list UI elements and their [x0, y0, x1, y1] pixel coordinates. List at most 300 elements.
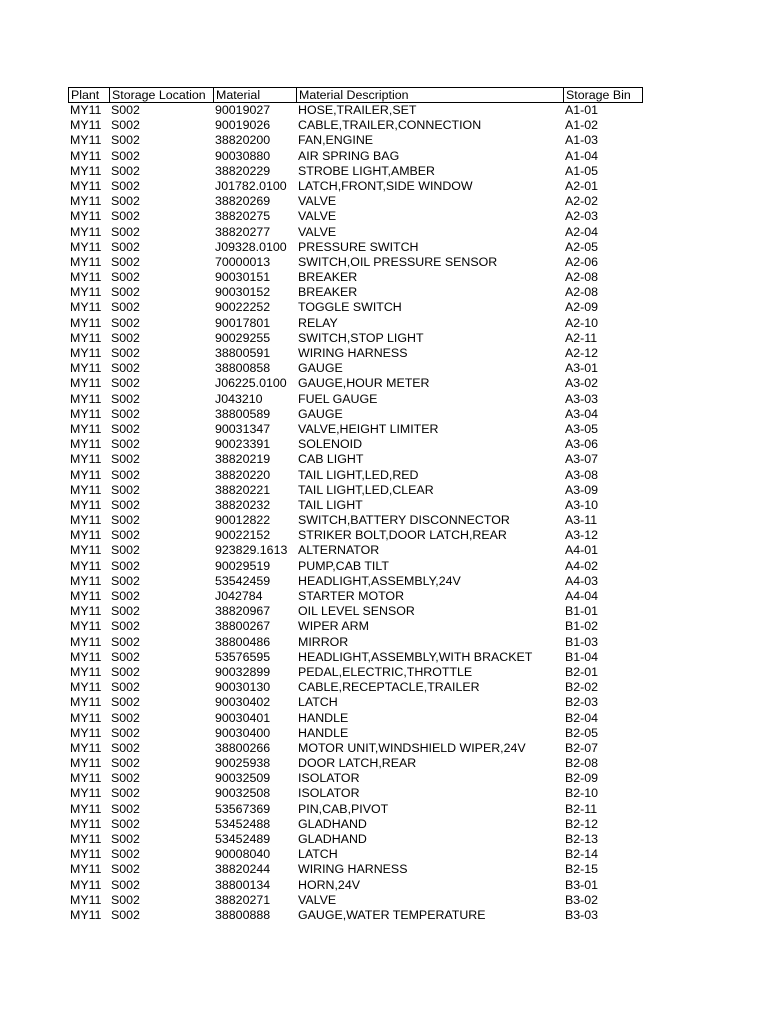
material-description-cell: BREAKER	[298, 285, 358, 300]
material-description-cell: GAUGE,HOUR METER	[298, 376, 430, 391]
material-cell: 38820200	[215, 133, 271, 148]
material-description-cell: GLADHAND	[298, 832, 367, 846]
storage-bin-cell: B2-07	[565, 740, 599, 755]
material-description-cell: BREAKER	[298, 270, 358, 285]
material-cell: 90012822	[215, 513, 271, 528]
table-row	[68, 513, 643, 528]
table-row	[68, 711, 643, 726]
table-row	[68, 240, 643, 255]
material-description-cell: OIL LEVEL SENSOR	[298, 604, 415, 619]
plant-cell: MY11	[70, 862, 102, 877]
material-description-cell: ALTERNATOR	[298, 543, 380, 558]
material-cell: 90023391	[215, 437, 271, 452]
table-row	[68, 695, 643, 710]
material-cell: J09328.0100	[215, 239, 287, 254]
plant-cell: MY11	[70, 604, 102, 619]
storage-bin-cell: A1-03	[565, 133, 599, 148]
table-row	[68, 285, 643, 300]
material-description-cell: GAUGE	[298, 361, 343, 376]
storage-location-cell: S002	[111, 133, 140, 148]
table-row	[68, 346, 643, 361]
storage-location-cell: S002	[111, 224, 140, 239]
material-description-cell: PRESSURE SWITCH	[298, 239, 419, 254]
plant-cell: MY11	[70, 756, 102, 771]
storage-bin-cell: B2-14	[565, 847, 599, 862]
storage-bin-cell: A3-01	[565, 361, 599, 376]
storage-location-cell: S002	[111, 118, 140, 133]
storage-location-cell: S002	[111, 573, 140, 588]
table-row	[68, 665, 643, 680]
plant-cell: MY11	[70, 649, 102, 664]
material-cell: 90025938	[215, 756, 271, 771]
material-cell: 90030130	[215, 680, 271, 695]
storage-bin-cell: B2-01	[565, 664, 599, 679]
storage-location-cell: S002	[111, 315, 140, 330]
material-cell: 38820221	[215, 482, 271, 497]
header-storage-location: Storage Location	[109, 87, 213, 103]
material-description-cell: WIRING HARNESS	[298, 346, 408, 360]
material-description-cell: HOSE,TRAILER,SET	[298, 103, 417, 117]
storage-location-cell: S002	[111, 907, 140, 922]
material-cell: 90019026	[215, 118, 271, 133]
storage-bin-cell: B2-05	[565, 725, 599, 740]
plant-cell: MY11	[70, 270, 102, 285]
table-row	[68, 300, 643, 315]
table-row	[68, 817, 643, 832]
storage-location-cell: S002	[111, 740, 140, 755]
plant-cell: MY11	[70, 467, 102, 482]
table-row	[68, 407, 643, 422]
material-description-cell: SWITCH,BATTERY DISCONNECTOR	[298, 513, 510, 528]
storage-bin-cell: A2-09	[565, 300, 599, 315]
table-row	[68, 361, 643, 376]
storage-bin-cell: B2-09	[565, 771, 599, 786]
storage-location-cell: S002	[111, 376, 140, 391]
storage-bin-cell: A3-10	[565, 497, 599, 512]
material-cell: 38800591	[215, 346, 271, 360]
plant-cell: MY11	[70, 558, 102, 573]
table-row	[68, 741, 643, 756]
table-row	[68, 543, 643, 558]
storage-location-cell: S002	[111, 194, 140, 209]
table-row	[68, 847, 643, 862]
storage-location-cell: S002	[111, 892, 140, 907]
storage-bin-cell: B1-04	[565, 649, 599, 664]
table-row	[68, 680, 643, 695]
material-cell: 38800267	[215, 619, 271, 634]
material-cell: 90030401	[215, 710, 271, 725]
storage-location-cell: S002	[111, 178, 140, 193]
material-cell: 90030402	[215, 695, 271, 710]
plant-cell: MY11	[70, 118, 102, 133]
material-description-cell: WIRING HARNESS	[298, 862, 408, 877]
material-cell: 38820220	[215, 467, 271, 482]
plant-cell: MY11	[70, 771, 102, 786]
material-cell: 90032899	[215, 664, 271, 679]
plant-cell: MY11	[70, 543, 102, 558]
plant-cell: MY11	[70, 376, 102, 391]
table-body	[68, 103, 643, 923]
material-cell: 90030400	[215, 725, 271, 740]
plant-cell: MY11	[70, 816, 102, 831]
material-cell: 38800486	[215, 634, 271, 649]
storage-bin-cell: A1-05	[565, 163, 599, 178]
material-cell: 38820229	[215, 163, 271, 178]
plant-cell: MY11	[70, 315, 102, 330]
material-description-cell: VALVE	[298, 194, 337, 209]
material-cell: 53452489	[215, 832, 271, 846]
plant-cell: MY11	[70, 801, 102, 816]
material-cell: 38820219	[215, 452, 271, 467]
material-cell: 38820244	[215, 862, 271, 877]
plant-cell: MY11	[70, 148, 102, 163]
table-row	[68, 619, 643, 634]
storage-location-cell: S002	[111, 801, 140, 816]
table-row	[68, 376, 643, 391]
material-cell: 38820271	[215, 892, 271, 907]
material-description-cell: GLADHAND	[298, 816, 367, 831]
table-row	[68, 133, 643, 148]
storage-location-cell: S002	[111, 786, 140, 801]
table-row	[68, 589, 643, 604]
table-row	[68, 635, 643, 650]
storage-bin-cell: B2-12	[565, 816, 599, 831]
material-cell: 38800134	[215, 877, 271, 892]
table-row	[68, 452, 643, 467]
material-cell: 90029255	[215, 330, 271, 345]
storage-bin-cell: A2-08	[565, 270, 599, 285]
material-description-cell: GAUGE	[298, 406, 343, 421]
plant-cell: MY11	[70, 695, 102, 710]
table-row	[68, 331, 643, 346]
storage-location-cell: S002	[111, 209, 140, 224]
storage-location-cell: S002	[111, 710, 140, 725]
storage-bin-cell: A2-05	[565, 239, 599, 254]
material-cell: 38820967	[215, 604, 271, 619]
storage-bin-cell: A3-07	[565, 452, 599, 467]
table-row	[68, 878, 643, 893]
material-description-cell: LATCH	[298, 695, 338, 710]
plant-cell: MY11	[70, 239, 102, 254]
storage-location-cell: S002	[111, 482, 140, 497]
table-row	[68, 574, 643, 589]
material-cell: 38820232	[215, 497, 271, 512]
plant-cell: MY11	[70, 892, 102, 907]
storage-location-cell: S002	[111, 254, 140, 269]
plant-cell: MY11	[70, 194, 102, 209]
storage-bin-cell: B1-03	[565, 634, 599, 649]
storage-location-cell: S002	[111, 528, 140, 543]
material-description-cell: VALVE,HEIGHT LIMITER	[298, 421, 439, 436]
material-cell: 38800858	[215, 361, 271, 376]
material-cell: 53576595	[215, 649, 271, 664]
material-description-cell: PEDAL,ELECTRIC,THROTTLE	[298, 664, 473, 679]
header-material: Material	[213, 87, 296, 103]
material-description-cell: RELAY	[298, 315, 338, 330]
table-row	[68, 650, 643, 665]
table-row	[68, 164, 643, 179]
material-description-cell: LATCH	[298, 847, 338, 862]
plant-cell: MY11	[70, 406, 102, 421]
storage-location-cell: S002	[111, 300, 140, 315]
material-cell: 90030880	[215, 148, 271, 163]
material-cell: J043210	[215, 391, 263, 406]
storage-bin-cell: A2-06	[565, 254, 599, 269]
table-row	[68, 802, 643, 817]
storage-location-cell: S002	[111, 270, 140, 285]
material-description-cell: CABLE,TRAILER,CONNECTION	[298, 118, 482, 133]
storage-location-cell: S002	[111, 847, 140, 862]
material-description-cell: MIRROR	[298, 634, 349, 649]
plant-cell: MY11	[70, 725, 102, 740]
material-description-cell: HORN,24V	[298, 877, 360, 892]
material-description-cell: PUMP,CAB TILT	[298, 558, 389, 573]
plant-cell: MY11	[70, 513, 102, 528]
plant-cell: MY11	[70, 421, 102, 436]
material-description-cell: PIN,CAB,PIVOT	[298, 801, 389, 816]
spreadsheet-table	[68, 87, 643, 923]
material-cell: 90030151	[215, 270, 271, 285]
plant-cell: MY11	[70, 361, 102, 376]
storage-location-cell: S002	[111, 649, 140, 664]
storage-bin-cell: A2-04	[565, 224, 599, 239]
table-row	[68, 528, 643, 543]
material-description-cell: CAB LIGHT	[298, 452, 364, 467]
material-cell: 90019027	[215, 103, 271, 117]
material-cell: 53542459	[215, 573, 271, 588]
material-description-cell: FAN,ENGINE	[298, 133, 374, 148]
storage-location-cell: S002	[111, 391, 140, 406]
material-cell: 38820275	[215, 209, 271, 224]
table-row	[68, 149, 643, 164]
plant-cell: MY11	[70, 589, 102, 603]
plant-cell: MY11	[70, 664, 102, 679]
material-description-cell: VALVE	[298, 209, 337, 224]
storage-bin-cell: A2-11	[565, 330, 598, 345]
table-row	[68, 893, 643, 908]
storage-location-cell: S002	[111, 816, 140, 831]
material-cell: 90017801	[215, 315, 271, 330]
table-row	[68, 422, 643, 437]
storage-location-cell: S002	[111, 771, 140, 786]
table-row	[68, 726, 643, 741]
table-row	[68, 498, 643, 513]
storage-location-cell: S002	[111, 452, 140, 467]
storage-bin-cell: B1-02	[565, 619, 599, 634]
material-description-cell: STRIKER BOLT,DOOR LATCH,REAR	[298, 528, 507, 543]
storage-location-cell: S002	[111, 361, 140, 376]
material-description-cell: SWITCH,OIL PRESSURE SENSOR	[298, 254, 498, 269]
plant-cell: MY11	[70, 710, 102, 725]
storage-bin-cell: A3-05	[565, 421, 599, 436]
plant-cell: MY11	[70, 573, 102, 588]
storage-location-cell: S002	[111, 558, 140, 573]
storage-bin-cell: A3-11	[565, 513, 598, 528]
storage-bin-cell: A3-09	[565, 482, 599, 497]
material-cell: 90008040	[215, 847, 271, 862]
material-description-cell: STARTER MOTOR	[298, 589, 405, 603]
table-row	[68, 483, 643, 498]
storage-bin-cell: A4-03	[565, 573, 599, 588]
plant-cell: MY11	[70, 619, 102, 634]
material-cell: 923829.1613	[215, 543, 288, 558]
storage-location-cell: S002	[111, 239, 140, 254]
material-cell: 90022252	[215, 300, 271, 315]
plant-cell: MY11	[70, 907, 102, 922]
storage-bin-cell: B3-03	[565, 907, 599, 922]
storage-bin-cell: B2-04	[565, 710, 599, 725]
material-description-cell: HEADLIGHT,ASSEMBLY,WITH BRACKET	[298, 649, 533, 664]
storage-bin-cell: A3-02	[565, 376, 599, 391]
material-description-cell: FUEL GAUGE	[298, 391, 378, 406]
plant-cell: MY11	[70, 285, 102, 300]
header-material-description: Material Description	[296, 87, 563, 103]
plant-cell: MY11	[70, 103, 102, 117]
storage-location-cell: S002	[111, 543, 140, 558]
storage-location-cell: S002	[111, 589, 140, 603]
storage-location-cell: S002	[111, 862, 140, 877]
storage-bin-cell: B2-10	[565, 786, 599, 801]
table-row	[68, 862, 643, 877]
material-description-cell: ISOLATOR	[298, 771, 360, 786]
storage-location-cell: S002	[111, 619, 140, 634]
storage-location-cell: S002	[111, 163, 140, 178]
storage-location-cell: S002	[111, 467, 140, 482]
storage-bin-cell: B2-15	[565, 862, 599, 877]
plant-cell: MY11	[70, 528, 102, 543]
plant-cell: MY11	[70, 740, 102, 755]
table-row	[68, 786, 643, 801]
material-description-cell: HEADLIGHT,ASSEMBLY,24V	[298, 573, 461, 588]
material-description-cell: TAIL LIGHT	[298, 497, 363, 512]
storage-bin-cell: B2-02	[565, 680, 599, 695]
material-description-cell: ISOLATOR	[298, 786, 360, 801]
storage-bin-cell: A2-12	[565, 346, 599, 360]
storage-bin-cell: A2-03	[565, 209, 599, 224]
storage-bin-cell: A4-02	[565, 558, 599, 573]
material-description-cell: HANDLE	[298, 710, 349, 725]
storage-bin-cell: A1-04	[565, 148, 599, 163]
material-description-cell: AIR SPRING BAG	[298, 148, 400, 163]
storage-location-cell: S002	[111, 285, 140, 300]
storage-location-cell: S002	[111, 604, 140, 619]
plant-cell: MY11	[70, 178, 102, 193]
storage-location-cell: S002	[111, 346, 140, 360]
material-cell: 90022152	[215, 528, 271, 543]
material-description-cell: VALVE	[298, 892, 337, 907]
storage-bin-cell: A4-04	[565, 589, 599, 603]
plant-cell: MY11	[70, 482, 102, 497]
storage-bin-cell: A2-02	[565, 194, 599, 209]
table-row	[68, 771, 643, 786]
material-cell: J042784	[215, 589, 263, 603]
material-description-cell: SOLENOID	[298, 437, 363, 452]
table-row	[68, 179, 643, 194]
storage-bin-cell: A4-01	[565, 543, 599, 558]
material-cell: 53567369	[215, 801, 271, 816]
material-description-cell: TAIL LIGHT,LED,CLEAR	[298, 482, 434, 497]
table-row	[68, 270, 643, 285]
storage-location-cell: S002	[111, 406, 140, 421]
storage-bin-cell: A3-03	[565, 391, 599, 406]
storage-bin-cell: A1-01	[565, 103, 599, 117]
storage-bin-cell: A2-10	[565, 315, 599, 330]
header-storage-bin: Storage Bin	[563, 87, 643, 103]
plant-cell: MY11	[70, 163, 102, 178]
table-row	[68, 468, 643, 483]
material-cell: 70000013	[215, 254, 271, 269]
plant-cell: MY11	[70, 209, 102, 224]
storage-bin-cell: A2-08	[565, 285, 599, 300]
material-description-cell: GAUGE,WATER TEMPERATURE	[298, 907, 486, 922]
material-cell: 38800589	[215, 406, 271, 421]
storage-location-cell: S002	[111, 330, 140, 345]
table-row	[68, 316, 643, 331]
storage-bin-cell: A1-02	[565, 118, 599, 133]
table-row	[68, 255, 643, 270]
header-plant: Plant	[68, 87, 109, 103]
plant-cell: MY11	[70, 452, 102, 467]
material-description-cell: MOTOR UNIT,WINDSHIELD WIPER,24V	[298, 740, 526, 755]
plant-cell: MY11	[70, 254, 102, 269]
material-cell: 90030152	[215, 285, 271, 300]
storage-bin-cell: B2-08	[565, 756, 599, 771]
plant-cell: MY11	[70, 133, 102, 148]
material-cell: 90031347	[215, 421, 271, 436]
material-cell: 90032509	[215, 771, 271, 786]
plant-cell: MY11	[70, 847, 102, 862]
material-cell: 38800266	[215, 740, 271, 755]
storage-location-cell: S002	[111, 877, 140, 892]
table-row	[68, 908, 643, 923]
storage-bin-cell: A3-06	[565, 437, 599, 452]
storage-location-cell: S002	[111, 725, 140, 740]
storage-location-cell: S002	[111, 421, 140, 436]
material-description-cell: TAIL LIGHT,LED,RED	[298, 467, 419, 482]
table-row	[68, 118, 643, 133]
plant-cell: MY11	[70, 877, 102, 892]
plant-cell: MY11	[70, 391, 102, 406]
storage-bin-cell: B2-03	[565, 695, 599, 710]
material-description-cell: HANDLE	[298, 725, 349, 740]
plant-cell: MY11	[70, 497, 102, 512]
material-description-cell: STROBE LIGHT,AMBER	[298, 163, 436, 178]
storage-bin-cell: B1-01	[565, 604, 599, 619]
storage-location-cell: S002	[111, 832, 140, 846]
material-cell: 38820277	[215, 224, 271, 239]
table-row	[68, 832, 643, 847]
storage-bin-cell: A3-08	[565, 467, 599, 482]
storage-bin-cell: A3-12	[565, 528, 599, 543]
storage-bin-cell: B2-13	[565, 832, 599, 846]
material-cell: 38800888	[215, 907, 271, 922]
storage-location-cell: S002	[111, 103, 140, 117]
plant-cell: MY11	[70, 224, 102, 239]
table-row	[68, 194, 643, 209]
storage-location-cell: S002	[111, 497, 140, 512]
storage-bin-cell: B2-11	[565, 801, 598, 816]
material-description-cell: DOOR LATCH,REAR	[298, 756, 417, 771]
material-cell: 38820269	[215, 194, 271, 209]
table-row	[68, 559, 643, 574]
material-cell: J01782.0100	[215, 178, 287, 193]
storage-location-cell: S002	[111, 148, 140, 163]
plant-cell: MY11	[70, 832, 102, 846]
material-cell: 53452488	[215, 816, 271, 831]
table-row	[68, 209, 643, 224]
storage-location-cell: S002	[111, 634, 140, 649]
storage-location-cell: S002	[111, 664, 140, 679]
